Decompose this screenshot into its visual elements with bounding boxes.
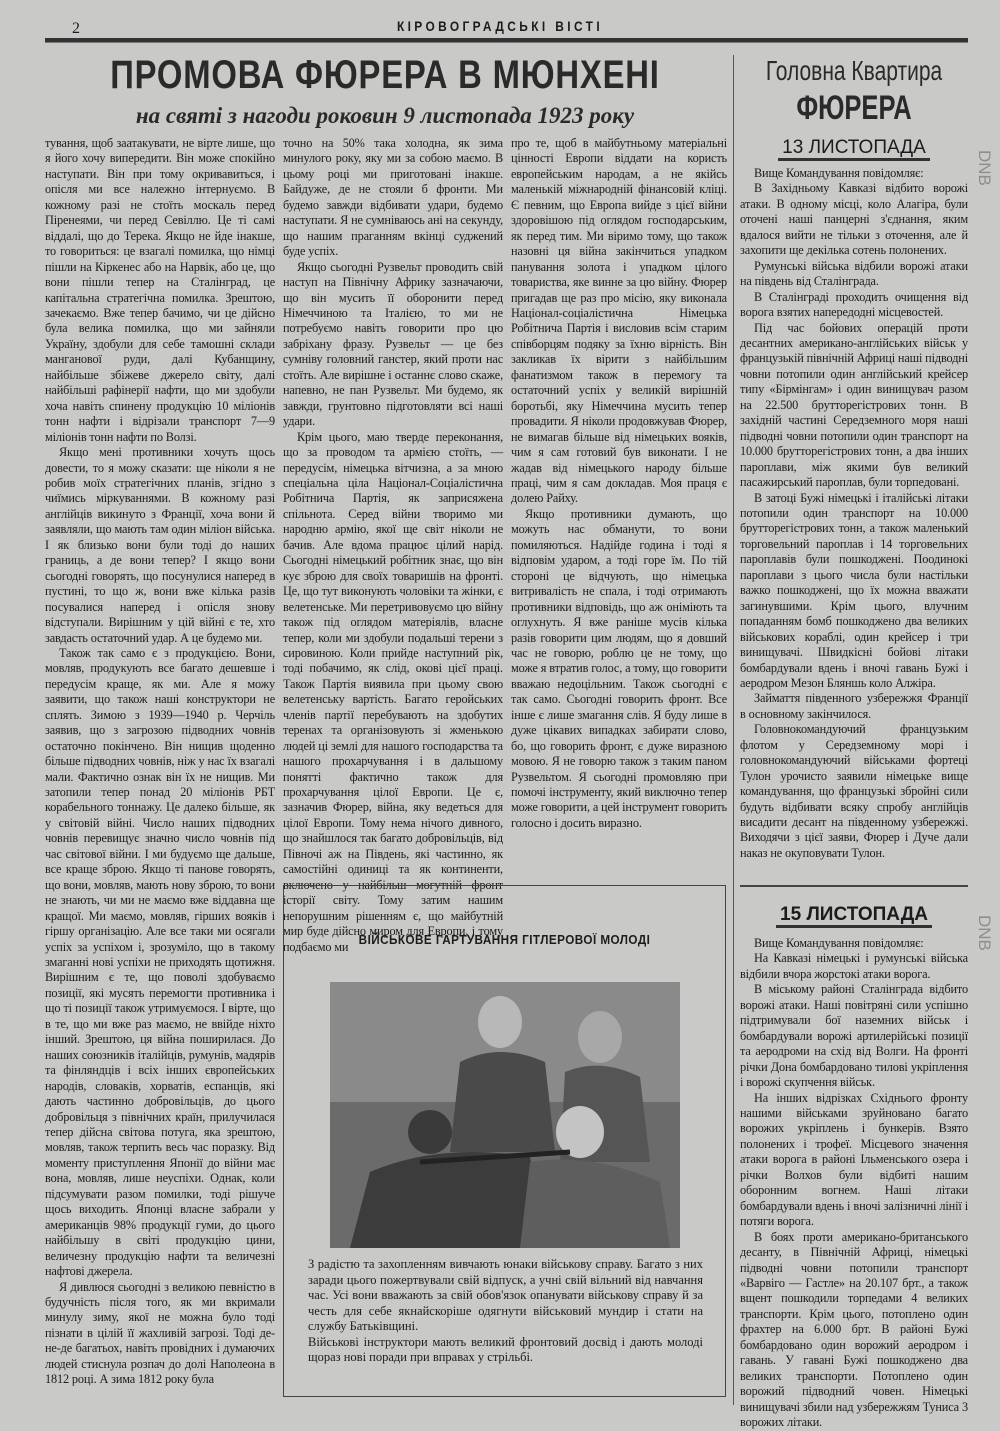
paragraph: тування, щоб заатакувати, не вірте лише, що я його хочу випередити. Він може спокійно наступати. Він при тому окривавиться, і опісля ми все належно інтернуємо. В кожному разі не стоїть москаль перед Піренеями, чи перед Севіллю. Це ті самі віддалі, що до Терека. Якщо не йде інакше, то говориться: це взагалі помилка, що німці пішли на Кіркенес або на Нарвік, або це, що вони пішли тепер на Сталінград, це капітальна стратегічна помилка. Зрештою, зачекаємо. Вже тепер бачимо, чи це дійсно була велика помилка, що ми зайняли Україну, здобули для себе тамошні склади манганової руди, далі Кубанщину, найбільше збіжеве джерело світу, далі найбільші рафінерії нафти, що ми здобули хоча навіть спинену продукцію 10 міліонів тонн нафти і відрізали транспорт 7—9 міліонів тонн нафти по Волзі. bbox=[45, 136, 275, 444]
article-title: ПРОМОВА ФЮРЕРА В МЮНХЕНІ bbox=[110, 53, 660, 97]
article-column-3 bbox=[511, 136, 727, 876]
paragraph: Також так само є з продукцією. Вони, мовляв, продукують все багато дешевше і передусім краще, як ми. Але я можу заявити, що також наші конструктори не сплять. Зимою з 1939—1940 р. Черчіль заявив, що з загрозою підводних човнів остаточно покінчено. Він нищив щоденно більше підводних човнів, ніж у нас їх взагалі мали. Фактично ознак він їх не нищив. Ми затопили тепер понад 20 міліонів РБТ корабельного тоннажу. Це далеко більше, як у світовій війні. Число наших підводних човнів перевищує значно число човнів під час світової війни. І ми будуємо ще дальше, все краще зброю. Якщо ті панове говорять, що вони, мовляв, мають нову зброю, то вони не знають, чи ми не маємо вже віддавна ще кращої. Ми маємо, мовляв, гірших вояків і гіршу організацію. Але все таки ми осягали успіх за успіхом і, зрозуміло, що в такому змаганні нові успіхи не приходять щотижня. Вирішним є те, що поволі здобуваємо позиції, які мусять перемогти противника і що ті позиції також утримуємося. І вірте, що в те, що ми вже раз маємо, не ввійде ніхто інший. Зрештою, ця війна поширилася. До наших союзників італійців, румунів, мадярів та фінляндців і всіх інших європейських народів, словаків, хорватів, еспанців, які дають частинно добровільців, до цього добровільця з північних країн, прилучилася тепер дійсна світова потуга, яка зрештою, мовляв, також терпить весь час поразку. Від моменту приступлення Японії до війни має вона, мовляв, лише неуспіхи. Однак, коли підсумувати разом помилки, тоді рішуче щось виходить. Японці власне забрали у американців 98% продукції гуми, до цього найбільшу в світі продукцію цини, величезну продукцію нафти та величезні нафтові джерела. bbox=[45, 645, 275, 1279]
article-column-2 bbox=[283, 136, 503, 954]
paragraph: В боях проти американо-британського десанту, в Північній Африці, німецькі підводні човни потопили транспорт «Варвіго — Гастле» на 20.107 брт., а також вщент пошкодили торпедами 4 великих транспорти. Крім цього, потоплено один фрахтер на 6.000 брт. В районі Бужі бомбардовано один ворожий аеродром і гавань. У гавані Бужі пошкоджено два великих транспорти. Потоплено один ворожий підводний човен. Німецькі винищувачі збили над узбережжям Туниса 3 ворожих літаки. bbox=[740, 1229, 968, 1430]
paragraph: В затоці Бужі німецькі і італійські літаки потопили один транспорт на 10.000 брутторегістрових тонн, а також маленький торговельний пароплав і 14 торговельних пароплавів були пошкоджені. Поодинокі пароплави з цього числа були настільки важко пошкоджені, що їх можна вважати загинувшими. Крім цього, влучним попаданням бомб пошкоджено два великих військових кораблі, один крейсер і три винищувачі. Швидкісні бойові літаки бомбардували вдень і вночі гавань Бужі і аеродром Мезон Бляншь коло Алжіра. bbox=[740, 490, 968, 690]
paragraph: Я дивлюся сьогодні з великою певністю в будучність після того, як ми вкримали минулу зиму, якої не можна було тоді пізнати в цілій її жахливій загрозі. Тоді де-не-де багатьох, навіть провідних і думаючих людей стиснула розпач до долі Наполеона в 1812 році. А зима 1812 року була bbox=[45, 1279, 275, 1387]
page-number: 2 bbox=[72, 20, 80, 37]
dnb-stamp: DNB bbox=[975, 915, 994, 951]
sidebar-title: Головна Квартира bbox=[765, 55, 943, 86]
paragraph: В Західньому Кавказі відбито ворожі атаки. В одному місці, коло Алагіра, були оточені наші панцерні з'єднання, яким вдалося вийти не тільки з оточення, але й захопити ще декілька сотень полонених. bbox=[740, 181, 968, 258]
dnb-stamp: DNB bbox=[975, 150, 994, 186]
paragraph: точно на 50% така холодна, як зима минулого року, яку ми за собою маємо. В цьому році ми приготовані інакше. Байдуже, де не стояли б фронти. Ми будемо завжди відбивати удари, будемо наступати. Я не сумніваюсь ані на секунду, що нашим праганням вкінці суджений буде успіх. bbox=[283, 136, 503, 259]
paragraph: Вище Командування повідомляє: bbox=[754, 166, 924, 180]
paragraph: На інших відрізках Східнього фронту нашими військами зруйновано багато ворожих укріплень і бункерів. Взято полонених і трофеї. Місцевого значення атаки ворога в районі Ільменського озера і річки Волхов були відбиті нашим оборонним вогнем. Наші літаки бомбардували вдень і вночі залізничні лінії і потяги ворога. bbox=[740, 1090, 968, 1229]
caption-text: Військові інструктори мають великий фронтовий досвід і дають молоді щораз нові поради при вправах у стрільбі. bbox=[308, 1334, 703, 1364]
paragraph: Головнокомандуючий французьким флотом у Середземному морі і головнокомандуючий військами фортеці Тулон урочисто заявили німецьке вище командування, що французькі збройні сили будуть відбивати всяку спробу англійців висадити десант на південному узбережжі. Виходячи з цієї заяви, Фюрер і Дуче дали наказ не окуповувати Тулон. bbox=[740, 722, 968, 860]
paragraph: Під час бойових операцій проти десантних американо-англійських військ у французькій північній Африці наші підводні човни потопили один англійський крейсер типу «Бірмінгам» і один винищувач разом на 22.500 брутторегістрових тонн. В західній частині Середземного моря наші підводні човни потопили один транспорт на 10.000 брутторегістрових тонн, а два інших пароплави, між якими був великий пасажирський пароплав, були торпедовані. bbox=[740, 320, 968, 490]
caption-text: З радістю та захопленням вивчають юнаки військову справу. Багато з них заради цього пожертвували свій відпуск, а учні свій вільний від навчання час. Усі вони вважають за свій обов'язок опанувати військову справу й за честь для себе якнайскоріше одягнути військовий мундир і стати на службу Батьківщині. bbox=[308, 1257, 703, 1333]
date-label: 15 ЛИСТОПАДА bbox=[776, 904, 932, 928]
paragraph: Якщо сьогодні Рузвельт проводить свій наступ на Північну Африку зазначаючи, що він мусить її оборонити перед Німеччиною та Італією, то ми не потребуємо навіть говорити про цю забріхану фразу. Рузвельт — це без сумніву головний ганстер, який проти нас стоїть. Але вирішне і останнє слово скаже, напевно, не пан Рузвельт. Ми будемо, як завжди, грунтовно підготовляти всі наші удари. bbox=[283, 259, 503, 429]
date-label: 13 ЛИСТОПАДА bbox=[778, 137, 930, 161]
newspaper-masthead: КІРОВОГРАДСЬКІ ВІСТІ bbox=[396, 18, 604, 34]
report-date-13 bbox=[740, 136, 968, 160]
paragraph: Вище Командування повідомляє: bbox=[754, 936, 924, 950]
article-subtitle: на святі з нагоди роковин 9 листопада 1923 року bbox=[135, 103, 635, 128]
paragraph: Якщо мені противники хочуть щось довести, то я можу сказати: ще ніколи я не робив моїх стратегічних планів, згідно з чиїмись міркуваннями. В кожному разі англійців викинуто з Франції, хоча вони й заявляли, що мають там один міліон війська. І як близько вони були тоді до наших границь, а де вони тепер? І якщо вони сьогодні говорять, що посунулися наперед в пустині, то що ж, вони вже кілька разів посувалися наперед і опісля знову відступали. Вирішним у цій війні є те, хто завдасть остаточний удар. А це будемо ми. bbox=[45, 445, 275, 645]
paragraph: Якщо противники думають, що можуть нас обманути, то вони помиляються. Надійде година і тоді я відповім ударом, а тоді горе їм. По тій стороні це відчують, що німецька витривалість не спала, і тоді отримають противники відповідь, що аж оніміють та оглухнуть. Я вже раніше мусів кілька разів говорити цим людям, що я довший час не говорю, роблю це не тому, що може я втратив голос, а тому, що говорити вважаю недоцільним. Також сьогодні є так само. Сьогодні говорить фронт. Все інше є лише змагання слів. Я буду лише в дуже цікавих випадках забирати слово, бо, що говорить фронт, є дуже виразною мовою. Я не говорю також з таким паном Рузвельтом. Я сьогодні промовляю при помочі інструменту, який виключно тепер може говорити, а цей інструмент говорить голосно і досить виразно. bbox=[511, 506, 727, 830]
report-15-november bbox=[740, 936, 968, 1430]
paragraph: про те, щоб в майбутньому матеріальні цінності Европи віддати на користь европейським народам, а не якійсь маленькій міжнародній фінансовій кліці. Є певним, що Европа вийде з цієї війни здоровішою під оглядом господарським, як перед тим. Ми віримо тому, що також назовні ця війна закінчиться упадком панування золота і упадком цілого товариства, яке винне за цю війну. Фюрер пригадав ще раз про місію, яку виконала Націонал-соціалістична Німецька Робітнича Партія і висловив всім старим співборцям подяку за їхню вірність. Він закликав їх вірити з найбільшим фанатизмом також в перемогу та остаточний успіх у великій вирішній боротьбі, яку Німеччина мусить тепер провадити. Я ніколи продовжував Фюрер, не вимагав більше від німецьких вояків, чим я сам готовий був виконати. І не жадав від німецького народу більше праці, чим я сам докладав. Моя праця є долею Райху. bbox=[511, 136, 727, 506]
report-13-november bbox=[740, 166, 968, 878]
paragraph: На Кавказі німецькі і румунські війська відбили вчора жорстокі атаки ворога. bbox=[740, 951, 968, 981]
photo-youth-training bbox=[330, 982, 680, 1248]
paragraph: Займаття південного узбережжя Франції в основному закінчилося. bbox=[740, 691, 968, 721]
report-date-15 bbox=[740, 903, 968, 927]
report-divider bbox=[740, 885, 968, 887]
photo-caption bbox=[308, 1257, 703, 1366]
sidebar-title-fuhrer: ФЮРЕРА bbox=[796, 89, 912, 127]
article-column-1 bbox=[45, 136, 275, 1401]
header-rule bbox=[45, 38, 968, 43]
paragraph: Крім цього, маю тверде переконання, що за проводом та армією стоїть, — передусім, німецька вітчизна, а за мною спеціальна ціла Націонал-Соціалістична Робітнича Партія, як заприсяжена спільнота. Серед війни творимо ми народню армію, якої ще світ ніколи не бачив. Але вдома працює цілий нарід. Сьогодні німецький робітник знає, що він кує зброю для своїх товаришів на фронті. Це, що тут виконують чоловіки та жінки, є велетенське. Ми перетривовуємо цю війну також під оглядом матеріялів, власне тепер, коли ми здобули подальші терени з сировиною. Коли прийде наступний рік, тоді побачимо, як слід, окові цієї праці. Також Партія виявила при цьому свою велетенську вартість. Багато геройських членів партії перебувають на здобутих теренах та організовують зі жменькою людей ці землі для нашого господарства та нашого прохарчування і в дальшому понятті фактично також для прохарчування цілої Европи. Це є, зазначив Фюрер, війна, яку ведеться для цілої Европи. Тому нема нічого дивного, що знайшлося так багато добровільців, від Півночі аж на Південь, які частинно, як самостійні одиниці та як континенти, включено у найбільш могутній фронт історії світу. Тому затим нашим непорушним рішенням є, що майбутній мир буде дійсно миром для Европи, і тому подбаємо ми bbox=[283, 429, 503, 954]
photo-title: ВІЙСЬКОВЕ ГАРТУВАННЯ ГІТЛЕРОВОЇ МОЛОДІ bbox=[358, 932, 651, 947]
column-divider bbox=[733, 55, 734, 1405]
paragraph: В міському районі Сталінграда відбито ворожі атаки. Наші повітряні сили успішно підтримували бої наземних військ і бомбардували ворожі артилерійські позиції та аеродроми на схід від Волги. На фронті річки Дона бомбардовано тилові укріплення і ворожі скупчення військ. bbox=[740, 982, 968, 1090]
paragraph: Румунські війська відбили ворожі атаки на південь від Сталінграда. bbox=[740, 258, 968, 289]
paragraph: В Сталінграді проходить очищення від ворога взятих напередодні місцевостей. bbox=[740, 289, 968, 320]
